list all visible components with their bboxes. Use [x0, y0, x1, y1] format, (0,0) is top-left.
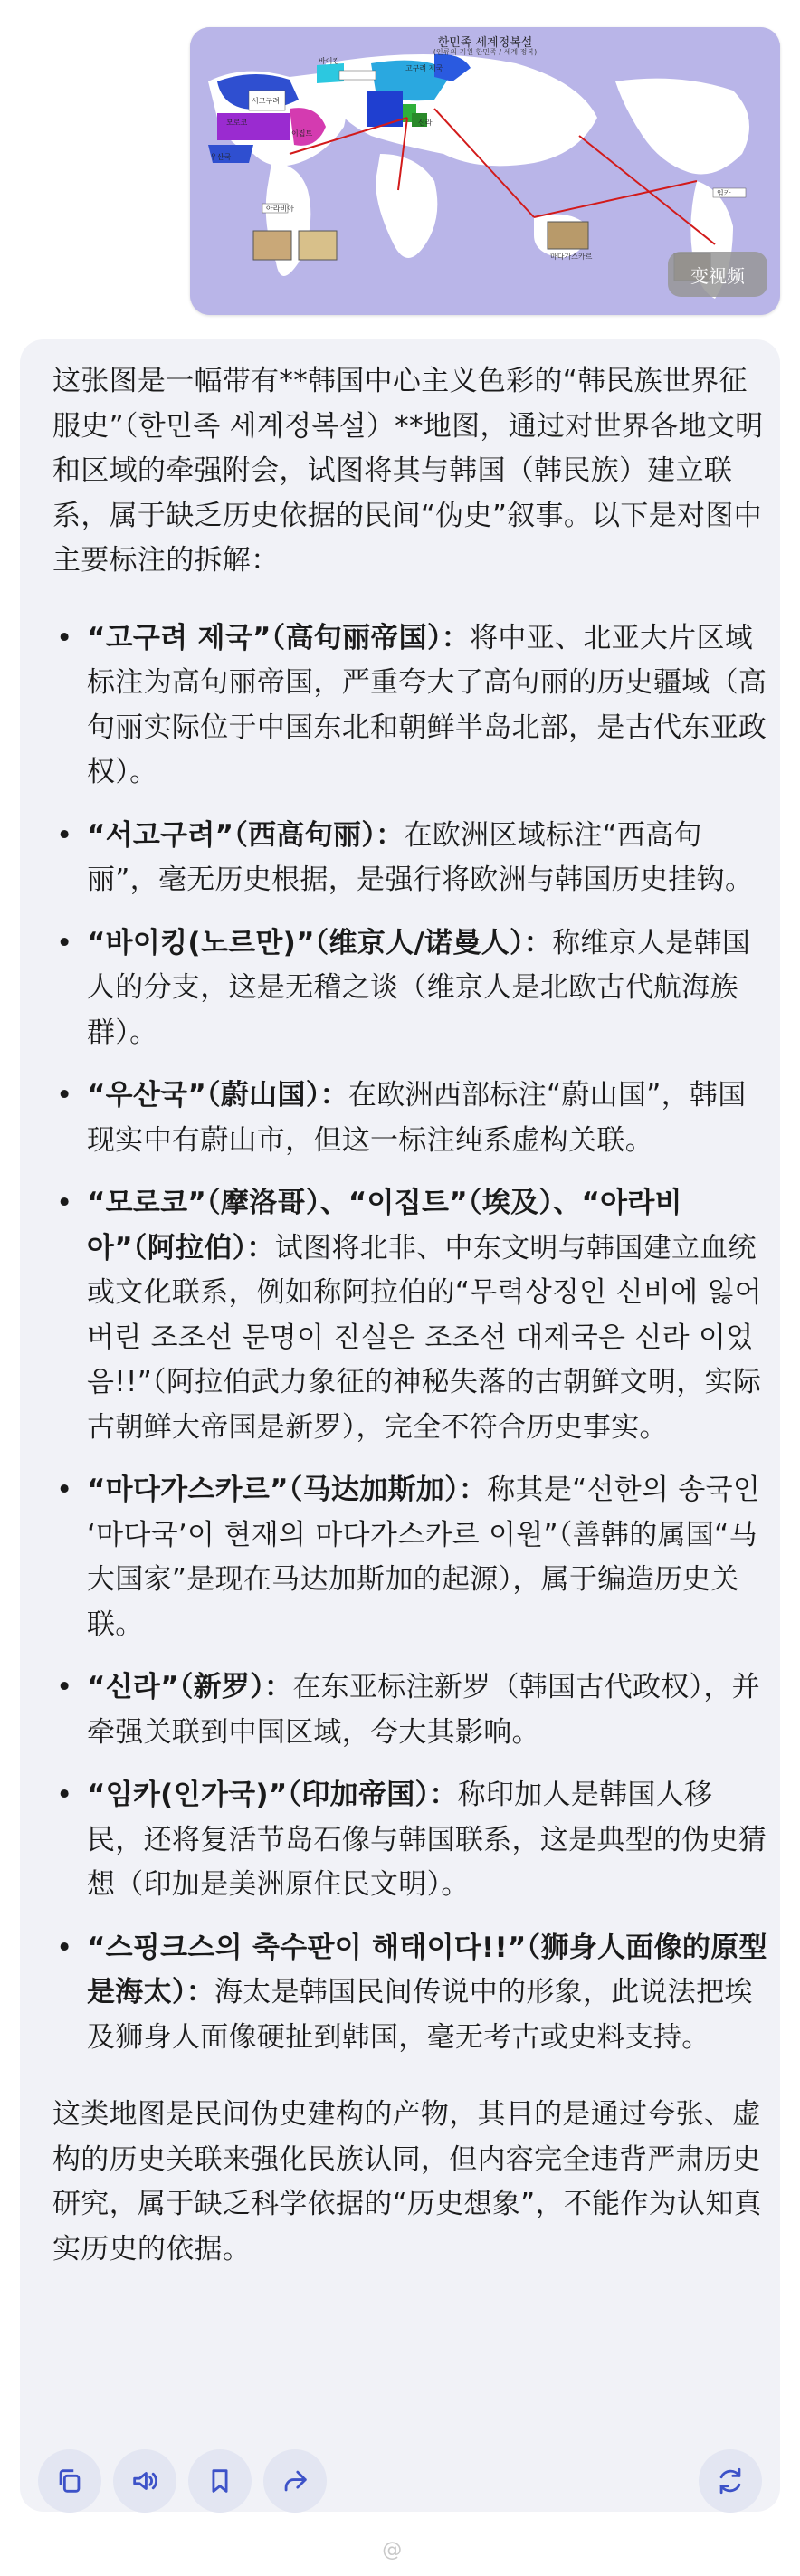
list-item [52, 921, 767, 1056]
item-heading: “모로코”（摩洛哥）、“이집트”（埃及）、“아라비아”（阿拉伯）： [87, 1187, 682, 1264]
list-item [52, 1181, 767, 1450]
intro-paragraph: 这张图是一幅带有**韩国中心主义色彩的“韩民族世界征服史”（한민족 세계정복설）**地图，通过对世界各地文明和区域的牵强附会，试图将其与韩国（韩民族）建立联系，属于缺乏历史依据的民间“伪史”叙事。以下是对图中主要标注的拆解： [52, 365, 764, 577]
list-item [52, 1468, 767, 1647]
map-label-egypt: 이집트 [291, 129, 313, 138]
map-title: 한민족 세계정복설 [437, 36, 533, 50]
item-heading: “고구려 제국”（高句丽帝国）： [87, 621, 471, 654]
item-text: 在东亚标注新罗（韩国古代政权），并牵强关联到中国区域，夸大其影响。 [87, 1671, 760, 1749]
bullet-icon: • [56, 1474, 73, 1506]
bullet-icon: • [56, 1671, 73, 1703]
speaker-icon [129, 2466, 160, 2496]
bullet-icon: • [56, 1779, 73, 1811]
item-text: 称印加人是韩国人移民，还将复活节岛石像与韩国联系，这是典型的伪史猜想（印加是美洲原住民文明）。 [87, 1779, 767, 1901]
bookmark-button[interactable] [188, 2449, 252, 2513]
bullet-icon: • [56, 818, 73, 852]
list-item [52, 814, 767, 903]
action-bar [20, 2449, 780, 2513]
list-item [52, 1073, 767, 1163]
list-item [52, 1773, 767, 1908]
map-label-inca: 임카 [717, 189, 731, 197]
item-heading: “마다가스카르”（马达加斯加）： [87, 1474, 488, 1506]
bullet-icon: • [56, 621, 73, 654]
map-subtitle: (인류의 기원 한민족 / 세계 정복) [433, 48, 538, 56]
item-heading: “임카(인가국)”（印加帝国）： [87, 1779, 458, 1811]
item-text: 将中亚、北亚大片区域标注为高句丽帝国，严重夸大了高句丽的历史疆域（高句丽实际位于中国东北和朝鲜半岛北部，是古代东亚政权）。 [87, 621, 767, 788]
map-label-west-goguryeo: 서고구려 [252, 97, 280, 105]
map-label-arabia: 아라비아 [266, 205, 294, 213]
share-icon [280, 2466, 310, 2496]
map-label-goguryeo: 고구려 제국 [405, 64, 443, 72]
item-text: 在欧洲西部标注“蔚山国”，韩国现实中有蔚山市，但这一标注纯系虚构关联。 [87, 1079, 747, 1157]
item-heading: “우산국”（蔚山国）： [87, 1079, 348, 1111]
map-label-madagascar: 마다가스카르 [550, 253, 593, 261]
item-text: 试图将北非、中东文明与韩国建立血统或文化联系，例如称阿拉伯的“무력상징인 신비에 잃어버린 조조선 문명이 진실은 조조선 대제국은 신라 이었음!!”（阿拉伯武力象征的神秘失落的古朝鲜文明，实际古朝鲜大帝国是新罗），完全不符合历史事实。 [87, 1231, 763, 1444]
share-button[interactable] [263, 2449, 327, 2513]
annotation-list [52, 616, 767, 2061]
list-item [52, 1926, 767, 2061]
refresh-icon [715, 2466, 746, 2496]
map-label-viking: 바이킹 [319, 57, 340, 65]
read-aloud-button[interactable] [113, 2449, 176, 2513]
watermark: @ [382, 2539, 418, 2562]
copy-button[interactable] [38, 2449, 101, 2513]
item-heading: “바이킹(노르만)”（维京人/诺曼人）： [87, 926, 553, 959]
regenerate-button[interactable] [699, 2449, 762, 2513]
map-label-morocco: 모로코 [226, 119, 248, 127]
list-item [52, 616, 767, 796]
outro-paragraph: 这类地图是民间伪史建构的产物，其目的是通过夸张、虚构的历史关联来强化民族认同，但内容完全违背严肃历史研究，属于缺乏科学依据的“历史想象”，不能作为认知真实历史的依据。 [52, 2098, 762, 2266]
item-text: 海太是韩国民间传说中的形象，此说法把埃及狮身人面像硬扯到韩国，毫无考古或史料支持。 [87, 1976, 753, 2054]
bullet-icon: • [56, 1079, 73, 1111]
item-heading: “스핑크스의 축수판이 해태이다!!”（狮身人面像的原型是海太）： [87, 1931, 767, 2008]
item-heading: “신라”（新罗）： [87, 1671, 293, 1703]
answer-bubble [20, 339, 780, 2512]
item-text: 称维京人是韩国人的分支，这是无稽之谈（维京人是北欧古代航海族群）。 [87, 926, 751, 1049]
map-label-silla: 신라 [418, 119, 433, 127]
answer-content [52, 359, 767, 2272]
item-text: 在欧洲区域标注“西高句丽”，毫无历史根据，是强行将欧洲与韩国历史挂钩。 [87, 818, 754, 896]
bullet-icon: • [56, 1187, 73, 1219]
bullet-icon: • [56, 926, 73, 959]
copy-icon [54, 2466, 85, 2496]
item-text: 称其是“선한의 송국인 ‘마다국’이 현재의 마다가스카르 이원”（善韩的属国“马大国家”是现在马达加斯加的起源），属于编造历史关联。 [87, 1474, 761, 1641]
item-heading: “서고구려”（西高句丽）： [87, 818, 405, 852]
bookmark-icon [205, 2466, 235, 2496]
bullet-icon: • [56, 1931, 73, 1964]
map-label-usanguk: 우산국 [210, 153, 232, 161]
map-image[interactable] [190, 27, 780, 315]
list-item [52, 1665, 767, 1755]
convert-to-video-button[interactable]: 变视频 [668, 252, 767, 297]
